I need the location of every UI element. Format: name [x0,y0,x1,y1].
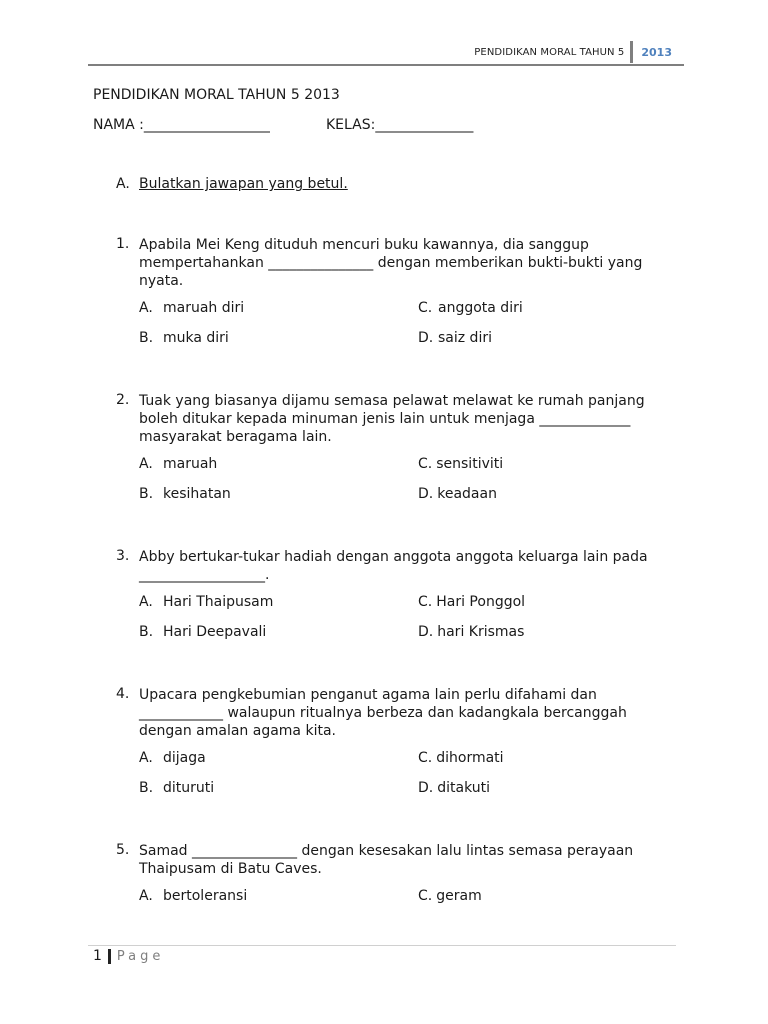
question-text: Apabila Mei Keng dituduh mencuri buku kawannya, dia sanggup mempertahankan _______________ dengan memberikan bukti-bukti yang nyata. [139,237,643,289]
option-d: D. keadaan [418,486,497,502]
page-label: Page [116,948,165,964]
option-a: A. bertoleransi [139,888,248,904]
option-d: D. saiz diri [418,330,492,346]
option-c: C. Hari Ponggol [418,594,526,610]
header-year: 2013 [641,45,672,59]
page-header [474,40,678,64]
option-c: C. geram [418,888,482,904]
section-instruction-text: Bulatkan jawapan yang betul. [139,176,348,192]
option-b: B. Hari Deepavali [139,624,267,640]
option-a: A. maruah [139,456,218,472]
question-number: 4. [116,686,130,702]
option-d: D. ditakuti [418,780,491,796]
class-field: KELAS:______________ [326,117,474,133]
question-3 [116,548,676,645]
answer-options [139,749,676,801]
section-instruction [116,176,348,192]
option-c: C. dihormati [418,750,504,766]
question-number: 5. [116,842,130,858]
header-title: PENDIDIKAN MORAL TAHUN 5 [474,46,625,58]
answer-options [139,455,676,507]
option-c: C. sensitiviti [418,456,504,472]
question-5 [116,842,676,909]
page-number: 1 [93,948,102,964]
answer-options [139,299,676,351]
question-4 [116,686,676,801]
question-2 [116,392,676,507]
option-a: A. maruah diri [139,300,245,316]
question-text: Abby bertukar-tukar hadiah dengan anggota anggota keluarga lain pada __________________. [139,549,648,583]
header-rule [88,64,684,66]
option-a: A. dijaga [139,750,206,766]
option-b: B. dituruti [139,780,215,796]
section-marker: A. [116,176,130,192]
option-c: C. anggota diri [418,300,523,316]
footer-divider [108,949,111,964]
name-field: NAMA :__________________ [93,117,270,133]
page-footer [93,948,164,964]
option-d: D. hari Krismas [418,624,525,640]
option-b: B. kesihatan [139,486,231,502]
question-text: Upacara pengkebumian penganut agama lain perlu difahami dan ____________ walaupun ritualnya berbeza dan kadangkala bercanggah dengan amalan agama kita. [139,687,627,739]
footer-rule [88,945,676,946]
document-title: PENDIDIKAN MORAL TAHUN 5 2013 [93,87,340,103]
answer-options [139,887,676,909]
question-number: 3. [116,548,130,564]
question-number: 2. [116,392,130,408]
question-text: Tuak yang biasanya dijamu semasa pelawat melawat ke rumah panjang boleh ditukar kepada minuman jenis lain untuk menjaga _____________ masyarakat beragama lain. [139,393,645,445]
option-a: A. Hari Thaipusam [139,594,274,610]
question-text: Samad _______________ dengan kesesakan lalu lintas semasa perayaan Thaipusam di Batu Caves. [139,843,634,877]
question-1 [116,236,676,351]
question-number: 1. [116,236,130,252]
option-b: B. muka diri [139,330,229,346]
answer-options [139,593,676,645]
